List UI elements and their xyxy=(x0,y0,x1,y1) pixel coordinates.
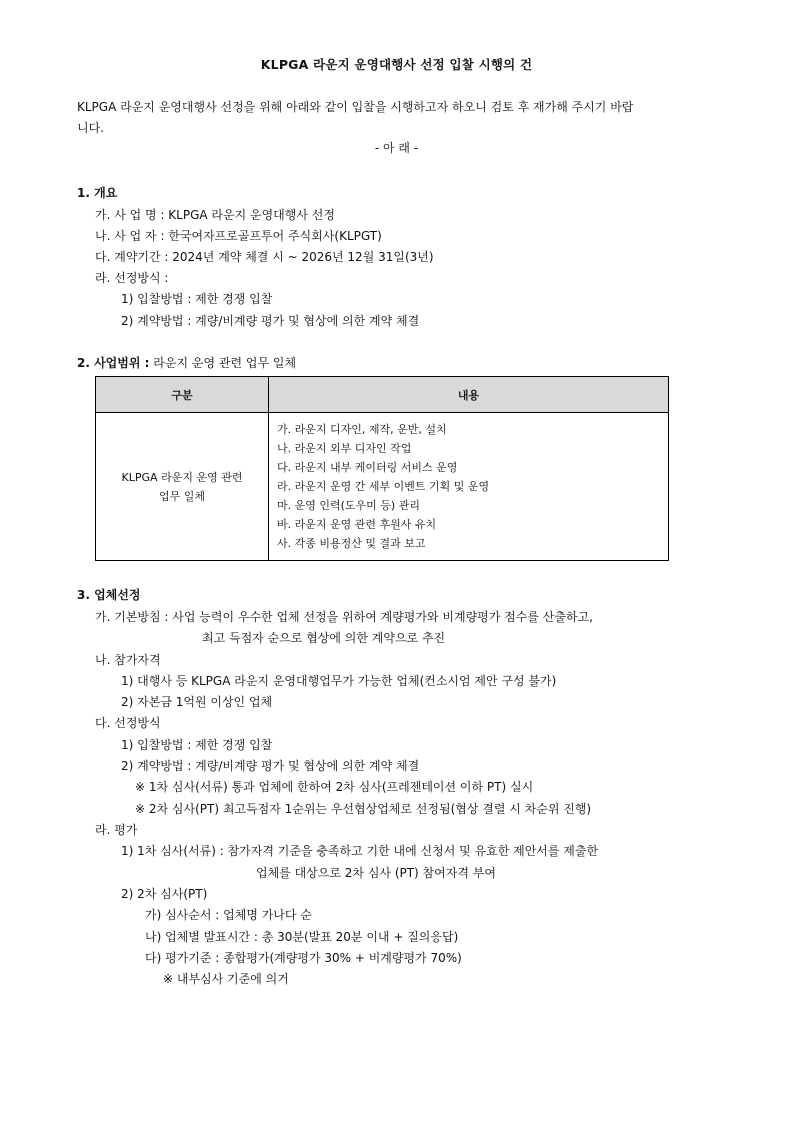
section-3-ga-line-2: 최고 득점자 순으로 협상에 의한 계약으로 추진 xyxy=(202,631,446,645)
scope-item: 다. 라운지 내부 케이터링 서비스 운영 xyxy=(277,461,458,474)
category-line-2: 업무 일체 xyxy=(158,489,205,503)
section-3-heading: 3. 업체선정 xyxy=(77,588,141,602)
scope-item: 마. 운영 인력(도우미 등) 관리 xyxy=(277,499,420,512)
section-3-ga-line-1: 가. 기본방침 : 사업 능력이 우수한 업체 선정을 위하여 계량평가와 비계량평가 점수를 산출하고, xyxy=(95,610,593,624)
section-3-da-2: 2) 계약방법 : 계량/비계량 평가 및 협상에 의한 계약 체결 xyxy=(121,759,420,773)
below-mark: - 아 래 - xyxy=(374,141,419,155)
section-1-item: 라. 선정방식 : xyxy=(95,271,169,285)
section-1-subitem: 2) 계약방법 : 계량/비계량 평가 및 협상에 의한 계약 체결 xyxy=(121,314,420,328)
section-3-ra-1b: 업체를 대상으로 2차 심사 (PT) 참여자격 부여 xyxy=(256,866,496,880)
section-3-ra: 라. 평가 xyxy=(95,823,138,837)
section-3-ra-2: 2) 2차 심사(PT) xyxy=(121,887,208,901)
scope-item: 나. 라운지 외부 디자인 작업 xyxy=(277,442,412,455)
section-1-item: 나. 사 업 자 : 한국여자프로골프투어 주식회사(KLPGT) xyxy=(95,229,382,243)
document-title: KLPGA 라운지 운영대행사 선정 입찰 시행의 건 xyxy=(260,57,533,72)
section-3-ra-2c: 다) 평가기준 : 종합평가(계량평가 30% + 비계량평가 70%) xyxy=(145,951,462,965)
section-3-ra-1a: 1) 1차 심사(서류) : 참가자격 기준을 충족하고 기한 내에 신청서 및 유효한 제안서를 제출한 xyxy=(121,844,599,858)
section-3-note-2: ※ 2차 심사(PT) 최고득점자 1순위는 우선협상업체로 선정됨(협상 결렬 시 차순위 진행) xyxy=(135,802,592,816)
intro-line-2: 니다. xyxy=(77,121,104,135)
scope-item: 바. 라운지 운영 관련 후원사 유치 xyxy=(277,518,437,531)
table-content-cell xyxy=(269,413,669,561)
section-1-heading: 1. 개요 xyxy=(77,186,118,200)
scope-item: 사. 각종 비용정산 및 결과 보고 xyxy=(277,537,426,550)
table-row xyxy=(96,413,669,561)
section-2-heading-rest: 라운지 운영 관련 업무 일체 xyxy=(153,356,297,370)
table-header-content: 내용 xyxy=(269,377,669,413)
category-line-1: KLPGA 라운지 운영 관련 xyxy=(121,470,243,484)
section-1-item: 다. 계약기간 : 2024년 계약 체결 시 ~ 2026년 12월 31일(3년) xyxy=(95,250,434,264)
scope-table xyxy=(95,376,669,561)
section-3-note-1: ※ 1차 심사(서류) 통과 업체에 한하여 2차 심사(프레젠테이션 이하 PT) 실시 xyxy=(135,780,534,794)
section-3-da: 다. 선정방식 xyxy=(95,716,161,730)
section-3-na: 나. 참가자격 xyxy=(95,653,161,667)
scope-item: 가. 라운지 디자인, 제작, 운반, 설치 xyxy=(277,423,447,436)
section-3-na-2: 2) 자본금 1억원 이상인 업체 xyxy=(121,695,273,709)
intro-paragraph xyxy=(77,97,727,139)
table-category-cell xyxy=(96,413,269,561)
table-header-row xyxy=(96,377,669,413)
scope-item: 라. 라운지 운영 간 세부 이벤트 기획 및 운영 xyxy=(277,480,490,493)
section-3-ra-2a: 가) 심사순서 : 업체명 가나다 순 xyxy=(145,908,312,922)
table-header-category: 구분 xyxy=(96,377,269,413)
section-1-subitem: 1) 입찰방법 : 제한 경쟁 입찰 xyxy=(121,292,273,306)
section-3-da-1: 1) 입찰방법 : 제한 경쟁 입찰 xyxy=(121,738,273,752)
section-1-item: 가. 사 업 명 : KLPGA 라운지 운영대행사 선정 xyxy=(95,208,335,222)
intro-line-1: KLPGA 라운지 운영대행사 선정을 위해 아래와 같이 입찰을 시행하고자 하오니 검토 후 재가해 주시기 바랍 xyxy=(77,100,634,114)
section-3-ra-2b: 나) 업체별 발표시간 : 총 30분(발표 20분 이내 + 질의응답) xyxy=(145,930,459,944)
section-3-na-1: 1) 대행사 등 KLPGA 라운지 운영대행업무가 가능한 업체(컨소시엄 제안 구성 불가) xyxy=(121,674,557,688)
section-3-note-3: ※ 내부심사 기준에 의거 xyxy=(163,972,289,986)
section-2-heading: 2. 사업범위 : xyxy=(77,356,150,370)
section-2-heading-line xyxy=(77,354,296,371)
